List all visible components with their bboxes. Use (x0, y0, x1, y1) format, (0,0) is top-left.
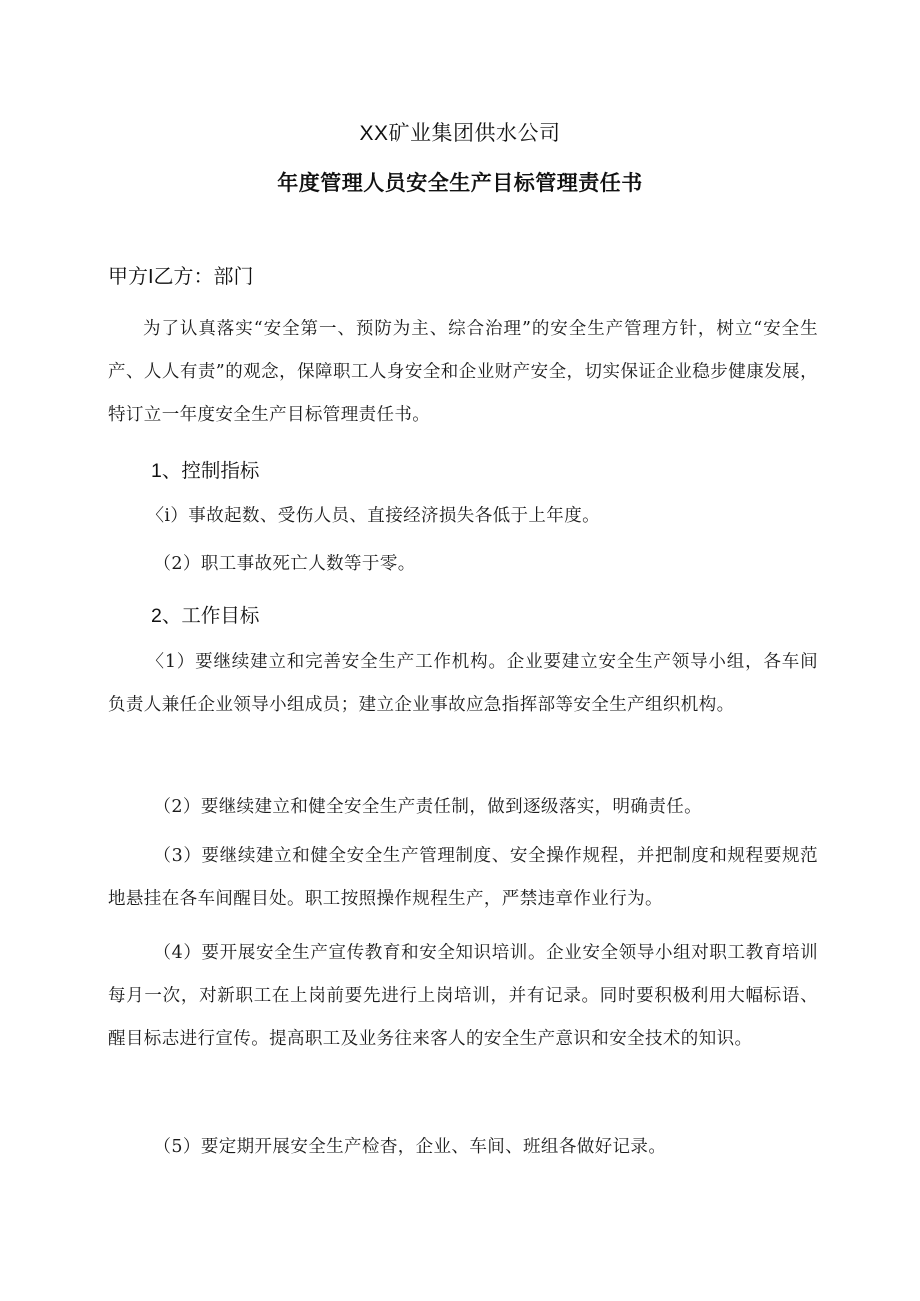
work-goal-item: （2）要继续建立和健全安全生产责任制，做到逐级落实，明确责任。 (153, 797, 703, 817)
section-heading-control-indicators: 1、控制指标 (151, 460, 260, 482)
parties-line: 甲方I乙方：部门 (108, 266, 254, 288)
work-goal-item: 〈1）要继续建立和完善安全生产工作机构。企业要建立安全生产领导小组，各车间负责人兼任企业领导小组成员；建立企业事故应急指挥部等安全生产组织机构。 (108, 652, 818, 715)
work-goal-item: （5）要定期开展安全生产检杳，企业、车间、班组各做好记录。 (153, 1137, 667, 1157)
document-title-company: XX矿业集团供水公司 (359, 122, 561, 145)
control-indicator-item: 〈i）事故起数、受伤人员、直接经济损失各低于上年度。 (146, 506, 600, 526)
document-title-main: 年度管理人员安全生产目标管理责任书 (277, 172, 643, 195)
work-goal-item: （4）要开展安全生产宣传教育和安全知识培训。企业安全领导小组对职工教育培训每月一次，对新职工在上岗前要先进行上岗培训，并有记录。同时要积极利用大幅标语、醒目标志进行宣传。提高职工及业务往来客人的安全生产意识和安全技术的知识。 (108, 943, 818, 1049)
section-heading-work-goals: 2、工作目标 (151, 605, 260, 627)
work-goal-item: （3）要继续建立和健全安全生产管理制度、安全操作规程，并把制度和规程要规范地悬挂在各车间醒目处。职工按照操作规程生产，严禁违章作业行为。 (108, 846, 818, 909)
control-indicator-item: （2）职工事故死亡人数等于零。 (153, 554, 416, 574)
intro-paragraph: 为了认真落实“安全第一、预防为主、综合治理”的安全生产管理方针，树立“安全生产、人人有责”的观念，保障职工人身安全和企业财产安全，切实保证企业稳步健康发展，特订立一年度安全生产目标管理责任书。 (108, 319, 818, 425)
